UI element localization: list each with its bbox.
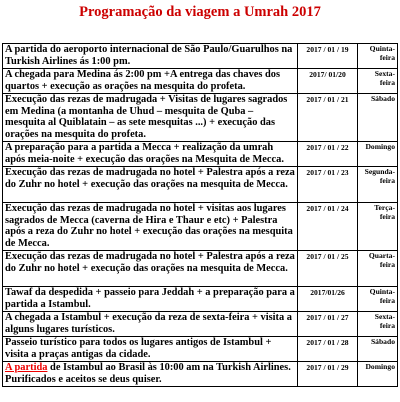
row-description: Execução das rezas de madrugada + Visitas de lugares sagrados em Medina (a montanha de Uhud – mesquita de Quba – mesquita al Quiblatain – as sete mesquitas ...) + execução das orações na mesquita do profeta. <box>3 94 298 142</box>
row-description: Execução das rezas de madrugada no hotel + Palestra após a reza do Zuhr no hotel + execução das orações na mesquita de Mecca. <box>3 167 298 203</box>
row-description-rest: de Istambul ao Brasil às 10:00 am na Turkish Airlines. Purificados e aceitos se deus quiser. <box>5 362 291 385</box>
row-weekday: Sábado <box>358 94 398 142</box>
row-date: 2017 / 01 / 28 <box>298 337 358 362</box>
table-row <box>3 203 398 251</box>
table-row <box>3 69 398 94</box>
table-row <box>3 287 398 312</box>
row-description: A partida do aeroporto internacional de São Paulo/Guarulhos na Turkish Airlines ás 1:00 pm. <box>3 44 298 69</box>
row-weekday: Sábado <box>358 337 398 362</box>
table-row <box>3 312 398 337</box>
table-row <box>3 251 398 287</box>
table-row <box>3 44 398 69</box>
row-weekday: Sexta-feira <box>358 69 398 94</box>
row-date: 2017 / 01 / 27 <box>298 312 358 337</box>
row-date: 2017 / 01 / 23 <box>298 167 358 203</box>
page-title: Programação da viagem a Umrah 2017 <box>79 4 321 20</box>
row-weekday: Domingo <box>358 362 398 387</box>
table-row <box>3 142 398 167</box>
row-description: A chegada para Medina ás 2:00 pm +A entrega das chaves dos quartos + execução as orações na mesquita do profeta. <box>3 69 298 94</box>
row-date: 2017 / 01 / 19 <box>298 44 358 69</box>
table-row <box>3 337 398 362</box>
row-weekday: Domingo <box>358 142 398 167</box>
row-weekday: Quinta-feira <box>358 44 398 69</box>
table-row <box>3 362 398 387</box>
row-date: 2017 / 01 / 24 <box>298 203 358 251</box>
row-date: 2017/ 01/20 <box>298 69 358 94</box>
row-weekday: Sexta-feira <box>358 312 398 337</box>
table-row <box>3 94 398 142</box>
row-description: A preparação para a partida a Mecca + realização da umrah após meia-noite + execução das orações na Mesquita de Mecca. <box>3 142 298 167</box>
row-date: 2017 / 01 / 21 <box>298 94 358 142</box>
row-date: 2017 / 01 / 22 <box>298 142 358 167</box>
row-weekday: Terça-feira <box>358 203 398 251</box>
row-description: Passeio turístico para todos os lugares antigos de Istambul + visita a praças antigas da cidade. <box>3 337 298 362</box>
table-row <box>3 167 398 203</box>
row-weekday: Quinta-feira <box>358 287 398 312</box>
row-weekday: Segunda-feira <box>358 167 398 203</box>
row-date: 2017/01/26 <box>298 287 358 312</box>
row-description: A chegada a Istambul + execução da reza de sexta-feira + visita a alguns lugares turísticos. <box>3 312 298 337</box>
row-description: Execução das rezas de madrugada no hotel + visitas aos lugares sagrados de Mecca (caverna de Hira e Thaur e etc) + Palestra após a reza do Zuhr no hotel + execução das orações na mesquita de Mecca. <box>3 203 298 251</box>
row-date: 2017 / 01 / 25 <box>298 251 358 287</box>
itinerary-table <box>2 43 398 387</box>
row-description: Tawaf da despedida + passeio para Jeddah + a preparação para a partida a Istambul. <box>3 287 298 312</box>
row-description: Execução das rezas de madrugada no hotel + Palestra após a reza do Zuhr no hotel + execução das orações na mesquita de Mecca. <box>3 251 298 287</box>
departure-highlight: A partida <box>5 362 48 373</box>
row-description <box>3 362 298 387</box>
row-date: 2017 / 01 / 29 <box>298 362 358 387</box>
row-weekday: Quarta-feira <box>358 251 398 287</box>
